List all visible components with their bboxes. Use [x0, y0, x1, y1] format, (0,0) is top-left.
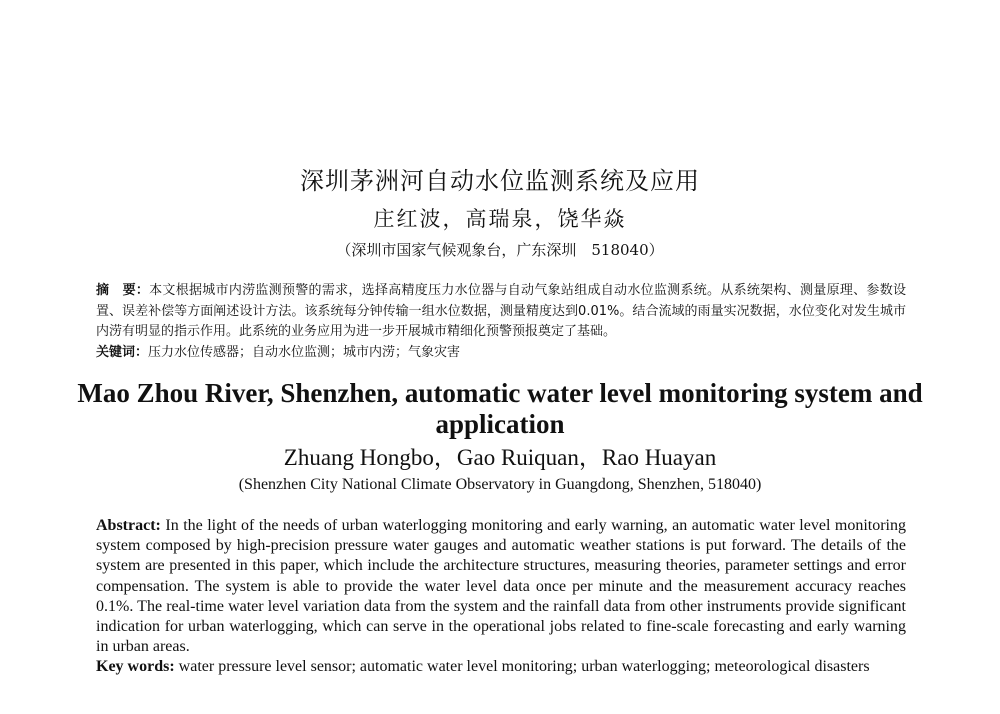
- chinese-authors: 庄红波，高瑞泉，饶华焱: [373, 207, 627, 231]
- english-abstract-label: Abstract:: [96, 517, 161, 534]
- english-title: Mao Zhou River, Shenzhen, automatic water level monitoring system and application: [77, 378, 923, 439]
- english-abstract: [96, 516, 906, 657]
- chinese-abstract-text: 本文根据城市内涝监测预警的需求，选择高精度压力水位器与自动气象站组成自动水位监测系统。从系统架构、测量原理、参数设置、误差补偿等方面阐述设计方法。该系统每分钟传输一组水位数据，测量精度达到0.01%。结合流域的雨量实况数据，水位变化对发生城市内涝有明显的指示作用。此系统的业务应用为进一步开展城市精细化预警预报奠定了基础。: [96, 283, 906, 339]
- english-abstract-block: [96, 516, 906, 678]
- english-keywords-text: water pressure level sensor; automatic water level monitoring; urban waterlogging; meteorological disasters: [174, 658, 870, 676]
- english-keywords: [96, 657, 906, 677]
- chinese-abstract: [96, 281, 906, 343]
- chinese-abstract-label: 摘 要：: [96, 283, 150, 298]
- english-abstract-text: In the light of the needs of urban waterlogging monitoring and early warning, an automatic water level monitoring system composed by high-precision pressure water gauges and automatic weather stations is put forward. The details of the system are presented in this paper, which include the architecture structures, measuring theories, parameter settings and error compensation. The system is able to provide the water level data once per minute and the measurement accuracy reaches 0.1%. The real-time water level variation data from the system and the rainfall data from other instruments provide significant indication for urban waterlogging, which can serve in the operational jobs related to fine-scale forecasting and early warning in urban areas.: [96, 517, 906, 656]
- english-affiliation: (Shenzhen City National Climate Observatory in Guangdong, Shenzhen, 518040): [238, 476, 762, 493]
- english-authors: Zhuang Hongbo，Gao Ruiquan，Rao Huayan: [283, 445, 717, 470]
- chinese-abstract-block: [96, 281, 906, 363]
- chinese-affiliation: （深圳市国家气候观象台，广东深圳 518040）: [336, 241, 664, 259]
- chinese-keywords-text: 压力水位传感器；自动水位监测；城市内涝；气象灾害: [148, 344, 461, 360]
- chinese-title: 深圳茅洲河自动水位监测系统及应用: [300, 167, 700, 195]
- english-keywords-label: Key words:: [96, 658, 175, 676]
- chinese-keywords: [96, 343, 906, 364]
- chinese-keywords-label: 关键词：: [96, 344, 149, 360]
